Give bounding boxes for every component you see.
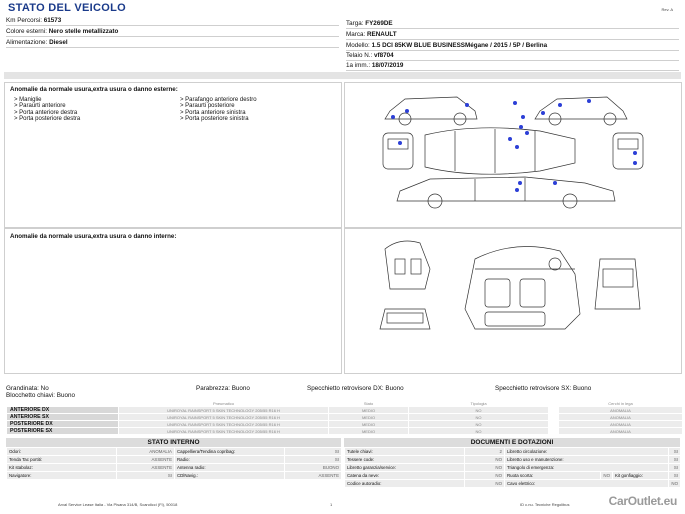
kv-label: Catena da neve: [345,472,465,480]
damage-item: > Paraurti posteriore [180,103,235,110]
tyre-type: NO [409,421,549,428]
kv-label: Tutele chiavi: [345,448,465,456]
kv-label: Libretto garanzia/service: [345,464,465,472]
tyre-rim: ANOMALIA [559,421,683,428]
kv-label: Triangolo di emergenza: [505,464,669,472]
registration-row: 1a imm.: 18/07/2019 [346,61,679,71]
tyre-col-header: Pneumatico [119,401,329,407]
tyre-rim: ANOMALIA [559,414,683,421]
tyres-table [6,400,683,435]
kv-label: Libretto circolazione: [505,448,669,456]
kv-value: SI [669,448,681,456]
tyre-model: UNIROYAL RAINSPORT 5 SKIN TECHNOLOGY 205/55 R16 H [119,407,329,414]
rim-col-header: Cerchi in lega [559,401,683,407]
windshield-summary: Parabrezza: Buono [196,385,250,392]
kv-value: ASSENTE [117,456,175,464]
tyre-model: UNIROYAL RAINSPORT 5 SKIN TECHNOLOGY 205/55 R16 H [119,428,329,435]
kv-label: Antenna radio: [175,464,285,472]
page-title: STATO DEL VEICOLO [8,2,126,14]
kv-value: ANOMALIA [117,448,175,456]
kv-label: Kit gonfiaggio: [613,472,669,480]
mirror-dx-summary: Specchietto retrovisore DX: Buono [307,385,404,392]
table-row [7,448,342,456]
damage-item: > Porta anteriore destra [14,109,78,116]
kv-value: NO [465,480,505,488]
kv-value: NO [669,480,681,488]
state-col-header: Stato [329,401,409,407]
brand-row: Marca: RENAULT [346,30,679,40]
table-row [345,456,681,464]
interior-state-box [6,438,341,480]
color-row: Colore esterni: Nero stelle metallizzato [6,27,339,37]
kv-value: SI [285,456,342,464]
damage-item: > Porta anteriore sinistra [180,109,246,116]
footer-company: Arval Service Lease Italia - Via Pisana 314/B, Scandicci (FI), 50018 [58,502,178,507]
kv-label: Codice autoradio: [345,480,465,488]
tyre-type: NO [409,414,549,421]
damage-item: > Paraurti anteriore [14,103,66,110]
table-row [345,464,681,472]
kv-label: Navigatore: [7,472,117,480]
kv-label: Kit stabolaz: [7,464,117,472]
interior-damage-title: Anomalie da normale usura,extra usura o danno interne: [10,233,177,240]
table-row [7,472,342,480]
kv-value: SI [669,472,681,480]
table-row [345,448,681,456]
damage-item: > Parafango anteriore destro [180,97,257,103]
kv-value: BUONO [285,464,342,472]
table-row [345,472,681,480]
tyre-position: ANTERIORE DX [7,407,119,414]
section-separator [4,72,681,79]
documents-table [344,447,681,488]
table-row [7,407,683,414]
table-row [7,456,342,464]
kv-value: 2 [465,448,505,456]
plate-row: Targa: FY269DE [346,19,679,29]
type-col-header: Tipologia [409,401,549,407]
exterior-damage-list-right [180,97,257,123]
kv-value: ASSENTE [285,472,342,480]
car-exterior-diagram-icon [344,82,682,228]
tyre-type: NO [409,428,549,435]
kv-value: NO [465,464,505,472]
interior-state-title: STATO INTERNO [6,438,341,447]
tyre-state: MEDIO [329,428,409,435]
kv-value: SI [669,456,681,464]
interior-state-table [6,447,342,480]
kv-value: NO [465,456,505,464]
kv-label: Cappelliera/Tendina copribag: [175,448,285,456]
car-interior-diagram-svg [345,229,681,373]
fuel-row: Alimentazione: Diesel [6,38,339,48]
model-row: Modello: 1.5 DCI 85KW BLUE BUSINESSMégane / 2015 / 5P / Berlina [346,41,679,51]
kv-label: Tessere code: [345,456,465,464]
key-block-summary: Blocchetto chiavi: Buono [6,392,75,399]
tyre-model: UNIROYAL RAINSPORT 5 SKIN TECHNOLOGY 205/55 R16 H [119,414,329,421]
exterior-damage-panel [4,82,342,228]
tyre-model: UNIROYAL RAINSPORT 5 SKIN TECHNOLOGY 205/55 R16 H [119,421,329,428]
kv-value: SI [285,448,342,456]
documents-box [344,438,680,488]
tyre-position: POSTERIORE DX [7,421,119,428]
kv-label: Cavo elettrico: [505,480,669,488]
table-row [7,428,683,435]
kv-value: SI [669,464,681,472]
tyre-position: ANTERIORE SX [7,414,119,421]
kv-value: SI [117,472,175,480]
watermark: CarOutlet.eu [608,494,677,508]
kv-label: Ruota scorta: [505,472,601,480]
exterior-damage-list-left [14,97,80,123]
table-row [345,480,681,488]
kv-label: Tenda Tac portiti: [7,456,117,464]
hail-summary: Grandinata: No [6,385,49,392]
revision-label: Rev. A [661,7,673,12]
damage-item: > Maniglie [14,97,42,103]
tyre-state: MEDIO [329,407,409,414]
tyre-type: NO [409,407,549,414]
kv-value: NO [601,472,613,480]
tyre-rim: ANOMALIA [559,407,683,414]
tyre-rim: ANOMALIA [559,428,683,435]
table-row [7,414,683,421]
car-interior-diagram-icon [344,228,682,374]
table-row [7,421,683,428]
documents-title: DOCUMENTI E DOTAZIONI [344,438,680,447]
chassis-row: Telaio N.: vf8704 [346,51,679,61]
kv-label: Libretto uso e manutenzione: [505,456,669,464]
kv-value: ASSENTE [117,464,175,472]
car-exterior-diagram-svg [345,83,681,227]
tyre-state: MEDIO [329,421,409,428]
exterior-damage-title: Anomalie da normale usura,extra usura o danno esterne: [10,86,178,93]
kv-value: NO [465,472,505,480]
footer-right-text: ID c.nu. Tecniche Regolibus [520,502,570,507]
tyre-position: POSTERIORE SX [7,428,119,435]
mirror-sx-summary: Specchietto retrovisore SX: Buono [495,385,592,392]
kv-label: Odori: [7,448,117,456]
damage-item: > Porta posteriore destra [14,116,81,123]
interior-damage-panel [4,228,342,374]
kv-label: CDlNavig.: [175,472,285,480]
kv-label: Radio: [175,456,285,464]
damage-item: > Porta posteriore sinistra [180,116,249,123]
tyre-state: MEDIO [329,414,409,421]
footer-page-number: 1 [330,502,333,507]
km-row: Km Percorsi: 61573 [6,16,339,26]
table-row [7,464,342,472]
